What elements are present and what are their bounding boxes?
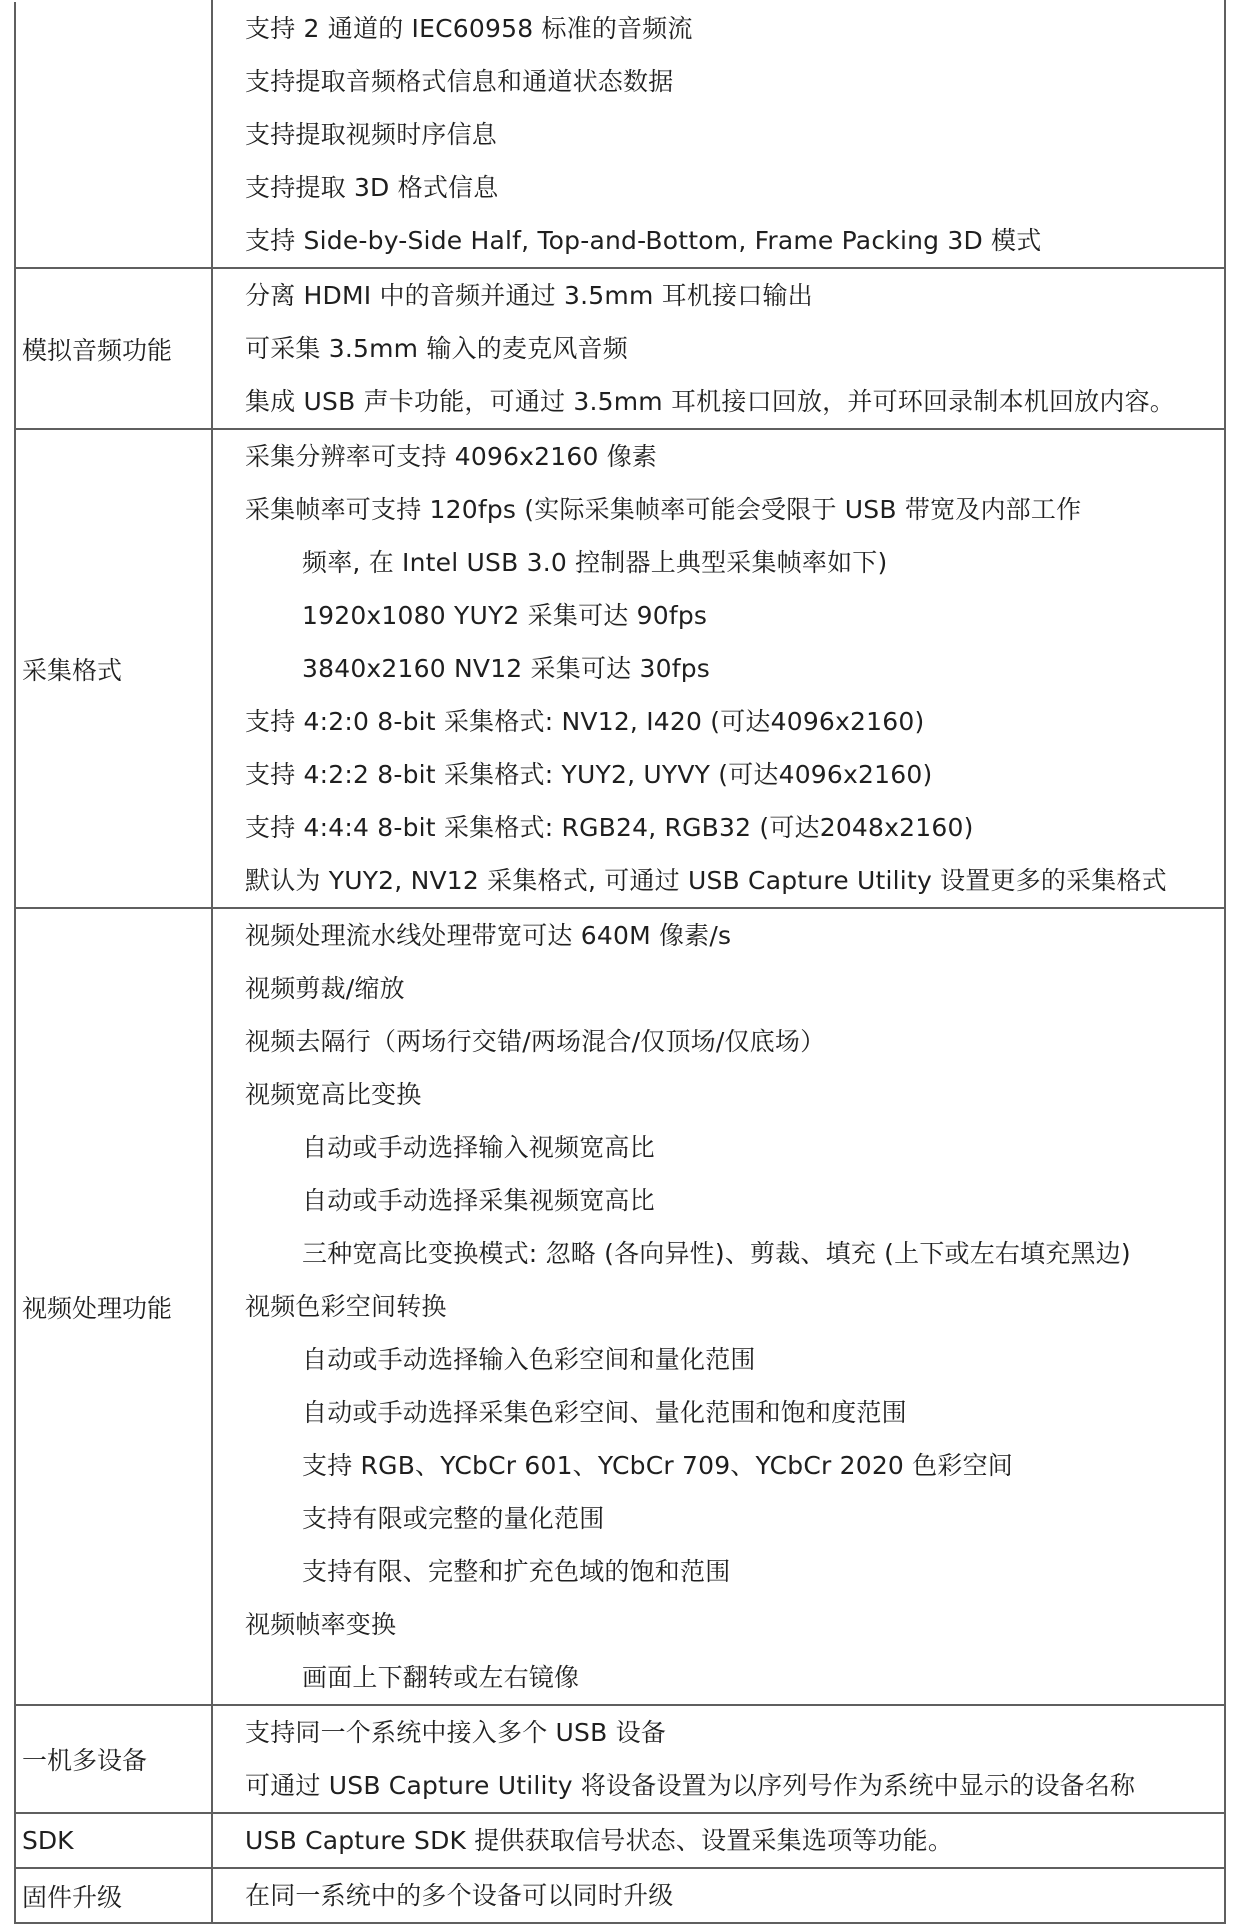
item-line: 支持 4:2:2 8-bit 采集格式: YUY2, UYVY (可达4096x2160) [245, 760, 933, 789]
row-label [15, 1, 212, 268]
spec-row [15, 429, 1225, 908]
item-line: 视频帧率变换 [245, 1610, 397, 1639]
item-line: 支持 2 通道的 IEC60958 标准的音频流 [245, 14, 693, 43]
item-line: 视频宽高比变换 [245, 1080, 422, 1109]
item-line: 支持同一个系统中接入多个 USB 设备 [245, 1718, 667, 1747]
row-label: 固件升级 [15, 1868, 212, 1923]
spec-row [15, 908, 1225, 1705]
item-line: 分离 HDMI 中的音频并通过 3.5mm 耳机接口输出 [245, 281, 813, 310]
item-line: 可采集 3.5mm 输入的麦克风音频 [245, 334, 628, 363]
row-items [212, 1705, 1225, 1813]
item-line: 视频色彩空间转换 [245, 1292, 447, 1321]
row-items [212, 268, 1225, 429]
item-line: 视频处理流水线处理带宽可达 640M 像素/s [245, 921, 732, 950]
item-line: 采集分辨率可支持 4096x2160 像素 [245, 442, 658, 471]
spec-row [15, 268, 1225, 429]
spec-row [15, 1868, 1225, 1923]
item-line: 支持 Side-by-Side Half, Top-and-Bottom, Frame Packing 3D 模式 [245, 226, 1042, 255]
sub-item-line: 自动或手动选择采集色彩空间、量化范围和饱和度范围 [302, 1398, 907, 1427]
spec-table [14, 0, 1226, 1924]
sub-item-line: 支持有限或完整的量化范围 [302, 1504, 605, 1533]
sub-item-line: 自动或手动选择输入视频宽高比 [302, 1133, 655, 1162]
item-line: 支持 4:2:0 8-bit 采集格式: NV12, I420 (可达4096x2160) [245, 707, 925, 736]
row-items [212, 1868, 1225, 1923]
item-line: USB Capture SDK 提供获取信号状态、设置采集选项等功能。 [245, 1826, 954, 1855]
sub-item-line: 支持 RGB、YCbCr 601、YCbCr 709、YCbCr 2020 色彩空间 [302, 1451, 1013, 1480]
item-line: 默认为 YUY2, NV12 采集格式, 可通过 USB Capture Utility 设置更多的采集格式 [245, 866, 1167, 895]
row-label: 采集格式 [15, 429, 212, 908]
sub-item-line: 三种宽高比变换模式: 忽略 (各向异性)、剪裁、填充 (上下或左右填充黑边) [302, 1239, 1131, 1268]
row-items [212, 1, 1225, 268]
row-label: 视频处理功能 [15, 908, 212, 1705]
row-items [212, 908, 1225, 1705]
spec-row [15, 1, 1225, 268]
item-line: 在同一系统中的多个设备可以同时升级 [245, 1881, 674, 1910]
row-label: 一机多设备 [15, 1705, 212, 1813]
sub-item-line: 3840x2160 NV12 采集可达 30fps [302, 654, 711, 683]
spec-row [15, 1705, 1225, 1813]
item-line: 集成 USB 声卡功能，可通过 3.5mm 耳机接口回放，并可环回录制本机回放内容。 [245, 387, 1175, 416]
row-label: 模拟音频功能 [15, 268, 212, 429]
sub-item-line: 频率, 在 Intel USB 3.0 控制器上典型采集帧率如下) [302, 548, 888, 577]
item-line: 视频去隔行（两场行交错/两场混合/仅顶场/仅底场） [245, 1027, 826, 1056]
sub-item-line: 自动或手动选择采集视频宽高比 [302, 1186, 655, 1215]
item-line: 支持提取视频时序信息 [245, 120, 498, 149]
item-line: 支持提取 3D 格式信息 [245, 173, 499, 202]
spec-row [15, 1813, 1225, 1868]
sub-item-line: 画面上下翻转或左右镜像 [302, 1663, 580, 1692]
sub-item-line: 支持有限、完整和扩充色域的饱和范围 [302, 1557, 731, 1586]
row-label: SDK [15, 1813, 212, 1868]
item-line: 支持提取音频格式信息和通道状态数据 [245, 67, 674, 96]
row-items [212, 1813, 1225, 1868]
item-line: 支持 4:4:4 8-bit 采集格式: RGB24, RGB32 (可达2048x2160) [245, 813, 974, 842]
item-line: 采集帧率可支持 120fps (实际采集帧率可能会受限于 USB 带宽及内部工作 [245, 495, 1082, 524]
row-items [212, 429, 1225, 908]
item-line: 视频剪裁/缩放 [245, 974, 405, 1003]
sub-item-line: 自动或手动选择输入色彩空间和量化范围 [302, 1345, 756, 1374]
item-line: 可通过 USB Capture Utility 将设备设置为以序列号作为系统中显示的设备名称 [245, 1771, 1136, 1800]
sub-item-line: 1920x1080 YUY2 采集可达 90fps [302, 601, 708, 630]
spec-table-body [15, 1, 1225, 1923]
